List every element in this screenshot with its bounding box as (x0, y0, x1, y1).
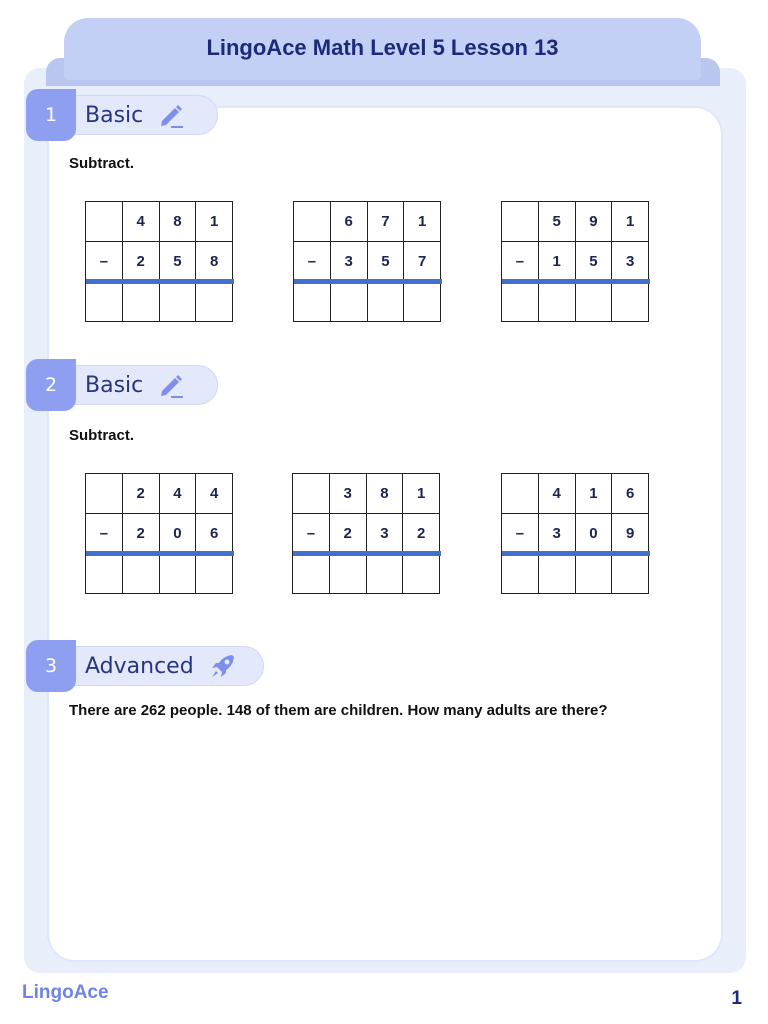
page-title: LingoAce Math Level 5 Lesson 13 (206, 35, 559, 60)
grid-cell: 5 (575, 242, 612, 282)
answer-cell[interactable] (367, 282, 404, 322)
answer-cell[interactable] (122, 554, 159, 594)
lingoace-logo: LingoAce (22, 982, 109, 1003)
answer-line (502, 279, 650, 284)
grid-cell: 0 (575, 514, 612, 554)
grid-cell: 1 (404, 202, 441, 242)
grid-cell: 8 (366, 474, 403, 514)
section-1-pill (70, 95, 218, 135)
answer-line (502, 551, 650, 556)
grid-cell: 1 (612, 202, 649, 242)
answer-cell[interactable] (122, 282, 159, 322)
problem-1-3 (501, 201, 649, 323)
grid-cell: – (502, 242, 539, 282)
grid-cell: 8 (159, 202, 196, 242)
grid-cell: 7 (404, 242, 441, 282)
grid-cell: – (502, 514, 539, 554)
grid-cell: 9 (575, 202, 612, 242)
section-2-instruction: Subtract. (69, 427, 135, 444)
answer-line (293, 551, 441, 556)
section-3-label: Advanced (85, 653, 194, 679)
answer-cell[interactable] (86, 282, 123, 322)
grid-cell: 5 (159, 242, 196, 282)
section-1-instruction: Subtract. (69, 155, 135, 172)
answer-line (294, 279, 442, 284)
page-number: 1 (731, 988, 742, 1009)
grid-cell: 1 (575, 474, 612, 514)
grid-cell: 8 (196, 242, 233, 282)
answer-cell[interactable] (366, 554, 403, 594)
grid-cell: 5 (538, 202, 575, 242)
answer-cell[interactable] (86, 554, 123, 594)
grid-cell: 0 (159, 514, 196, 554)
grid-cell: 5 (367, 242, 404, 282)
section-1-label: Basic (85, 102, 144, 128)
grid-cell: 6 (196, 514, 233, 554)
answer-cell[interactable] (538, 554, 575, 594)
grid-cell: 4 (159, 474, 196, 514)
grid-cell: 1 (196, 202, 233, 242)
answer-cell[interactable] (404, 282, 441, 322)
answer-cell[interactable] (502, 554, 539, 594)
pencil-icon (157, 370, 187, 400)
grid-cell: 7 (367, 202, 404, 242)
section-2-pill (70, 365, 218, 405)
grid-cell: – (86, 514, 123, 554)
section-1-number: 1 (26, 89, 76, 141)
grid-cell: 2 (329, 514, 366, 554)
problem-1-2 (293, 201, 441, 323)
answer-cell[interactable] (575, 554, 612, 594)
grid-cell: 2 (122, 242, 159, 282)
grid-cell: 2 (122, 514, 159, 554)
answer-cell[interactable] (159, 282, 196, 322)
answer-cell[interactable] (538, 282, 575, 322)
grid-cell (294, 202, 331, 242)
grid-cell: – (293, 514, 330, 554)
grid-cell: 3 (366, 514, 403, 554)
problem-1-1 (85, 201, 233, 323)
problem-2-1 (85, 473, 233, 595)
grid-cell: 3 (329, 474, 366, 514)
grid-cell: – (86, 242, 123, 282)
section-3-number: 3 (26, 640, 76, 692)
answer-cell[interactable] (502, 282, 539, 322)
grid-cell: 4 (122, 202, 159, 242)
section-3-pill (70, 646, 264, 686)
grid-cell: 3 (538, 514, 575, 554)
answer-cell[interactable] (575, 282, 612, 322)
pencil-icon (157, 100, 187, 130)
answer-cell[interactable] (159, 554, 196, 594)
grid-cell: – (294, 242, 331, 282)
answer-cell[interactable] (612, 282, 649, 322)
answer-cell[interactable] (294, 282, 331, 322)
grid-cell: 4 (196, 474, 233, 514)
grid-cell: 9 (612, 514, 649, 554)
grid-cell: 1 (403, 474, 440, 514)
grid-cell: 2 (122, 474, 159, 514)
grid-cell: 6 (330, 202, 367, 242)
answer-line (86, 551, 234, 556)
answer-cell[interactable] (612, 554, 649, 594)
grid-cell: 3 (612, 242, 649, 282)
header-tab (64, 18, 701, 80)
grid-cell (502, 202, 539, 242)
grid-cell: 4 (538, 474, 575, 514)
grid-cell (502, 474, 539, 514)
problem-2-3 (501, 473, 649, 595)
answer-cell[interactable] (293, 554, 330, 594)
answer-cell[interactable] (329, 554, 366, 594)
grid-cell (86, 474, 123, 514)
rocket-icon (208, 651, 238, 681)
section-2-number: 2 (26, 359, 76, 411)
section-2-label: Basic (85, 372, 144, 398)
grid-cell: 1 (538, 242, 575, 282)
grid-cell: 2 (403, 514, 440, 554)
grid-cell: 3 (330, 242, 367, 282)
answer-cell[interactable] (403, 554, 440, 594)
problem-2-2 (292, 473, 440, 595)
grid-cell: 6 (612, 474, 649, 514)
grid-cell (86, 202, 123, 242)
answer-line (86, 279, 234, 284)
word-problem: There are 262 people. 148 of them are children. How many adults are there? (69, 702, 608, 719)
answer-cell[interactable] (196, 282, 233, 322)
grid-cell (293, 474, 330, 514)
answer-cell[interactable] (196, 554, 233, 594)
answer-cell[interactable] (330, 282, 367, 322)
